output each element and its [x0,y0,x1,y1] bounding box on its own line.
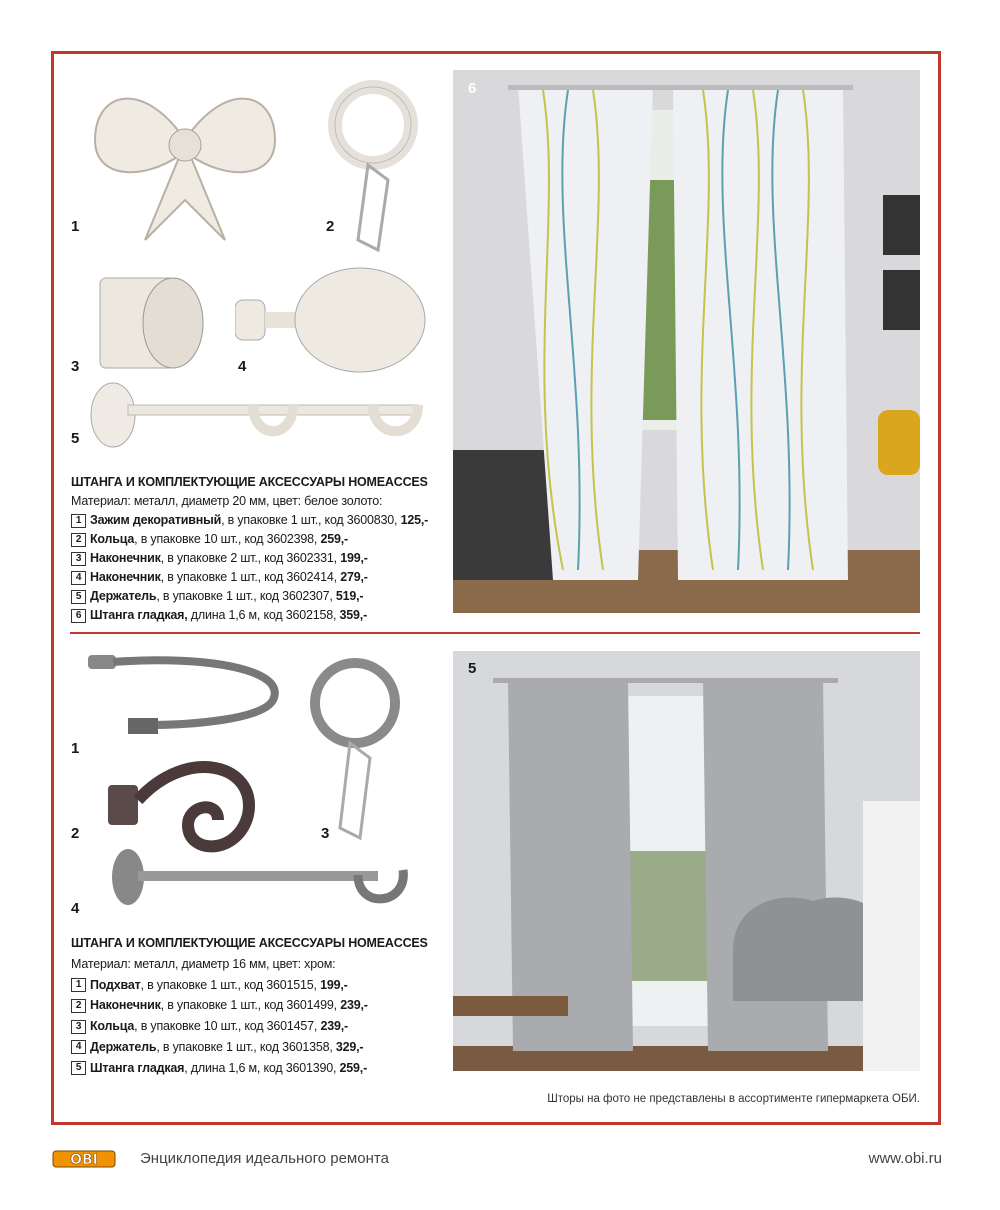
product-item [71,511,428,530]
image-label: 2 [326,218,335,235]
item-desc: , в упаковке 10 шт., код 3602398, [134,532,321,546]
item-desc: , в упаковке 1 шт., код 3602414, [160,570,341,584]
item-name: Подхват [90,977,141,992]
product-title: ШТАНГА И КОМПЛЕКТУЮЩИЕ АКСЕССУАРЫ HOMEACCES [71,475,428,489]
item-desc: , в упаковке 1 шт., код 3601499, [160,998,341,1013]
product-item [71,1016,428,1037]
item-name: Держатель [90,589,157,603]
image-label: 4 [238,358,247,375]
product-item [71,606,428,625]
photo-label: 6 [468,80,477,97]
item-desc: , в упаковке 1 шт., код 3601515, [140,977,321,992]
tieback-image [88,650,283,740]
item-number: 4 [71,1040,86,1054]
item-number: 3 [71,552,86,566]
image-label: 5 [71,430,80,447]
item-desc: , в упаковке 2 шт., код 3602331, [160,551,341,565]
item-price: 259,- [339,1060,368,1075]
image-label: 2 [71,825,80,842]
item-price: 239,- [320,1019,348,1034]
footer-tagline: Энциклопедия идеального ремонта [140,1150,389,1167]
item-price: 279,- [340,570,368,584]
chrome-bracket-image [108,845,413,915]
finial-image [235,262,430,377]
item-name: Кольца [90,532,135,546]
section-divider [70,632,920,634]
item-price: 239,- [340,998,368,1013]
item-price: 329,- [335,1039,364,1054]
product-item [71,975,428,996]
product-title: ШТАНГА И КОМПЛЕКТУЮЩИЕ АКСЕССУАРЫ HOMEACCES [71,936,428,950]
decorative-bow-clip-image [85,70,285,250]
photo-label: 5 [468,660,477,677]
item-name: Кольца [90,1019,135,1034]
item-name: Наконечник [90,551,161,565]
product-item [71,1037,428,1058]
item-desc: , в упаковке 10 шт., код 3601457, [134,1019,321,1034]
item-number: 2 [71,999,86,1013]
item-number: 1 [71,978,86,992]
image-label: 3 [71,358,80,375]
item-price: 199,- [320,977,348,992]
item-name: Зажим декоративный [90,513,222,527]
item-desc: длина 1,6 м, код 3602158, [187,608,340,622]
product-description-2 [71,933,428,1079]
ring-image [328,70,423,255]
item-price: 519,- [335,589,364,603]
footer-url-link[interactable]: www.obi.ru [868,1150,942,1167]
end-cap-image [95,268,210,373]
image-label: 4 [71,900,80,917]
item-number: 6 [71,609,86,623]
item-price: 359,- [339,608,368,622]
product-item [71,549,428,568]
disclaimer-note: Шторы на фото не представлены в ассортименте гипермаркета ОБИ. [547,1093,920,1105]
image-label: 1 [71,218,80,235]
item-name: Штанга гладкая [90,1060,185,1075]
item-number: 5 [71,1061,86,1075]
item-price: 199,- [340,551,368,565]
obi-logo [52,1150,116,1168]
item-desc: , длина 1,6 м, код 3601390, [184,1060,340,1075]
item-number: 4 [71,571,86,585]
item-number: 3 [71,1020,86,1034]
item-name: Наконечник [90,998,161,1013]
image-label: 3 [321,825,330,842]
product-description-1 [71,473,428,625]
item-name: Держатель [90,1039,157,1054]
item-desc: , в упаковке 1 шт., код 3602307, [156,589,336,603]
svg-text:OBI: OBI [70,1152,98,1168]
product-item [71,568,428,587]
spiral-finial-image [108,745,258,860]
chrome-ring-image [305,648,405,848]
item-number: 5 [71,590,86,604]
item-desc: , в упаковке 1 шт., код 3601358, [156,1039,336,1054]
item-name: Штанга гладкая, [90,608,188,622]
item-number: 2 [71,533,86,547]
item-price: 125,- [400,513,429,527]
bracket-image [88,380,428,455]
item-price: 259,- [320,532,348,546]
product-item [71,995,428,1016]
product-material: Материал: металл, диаметр 20 мм, цвет: белое золото: [71,494,383,508]
product-item [71,530,428,549]
image-label: 1 [71,740,80,757]
curtain-photo-grey [453,651,920,1071]
product-item [71,1058,428,1079]
item-desc: , в упаковке 1 шт., код 3600830, [221,513,401,527]
product-item [71,587,428,606]
item-name: Наконечник [90,570,161,584]
product-material: Материал: металл, диаметр 16 мм, цвет: хром: [71,956,336,971]
curtain-photo-white [453,70,920,613]
item-number: 1 [71,514,86,528]
